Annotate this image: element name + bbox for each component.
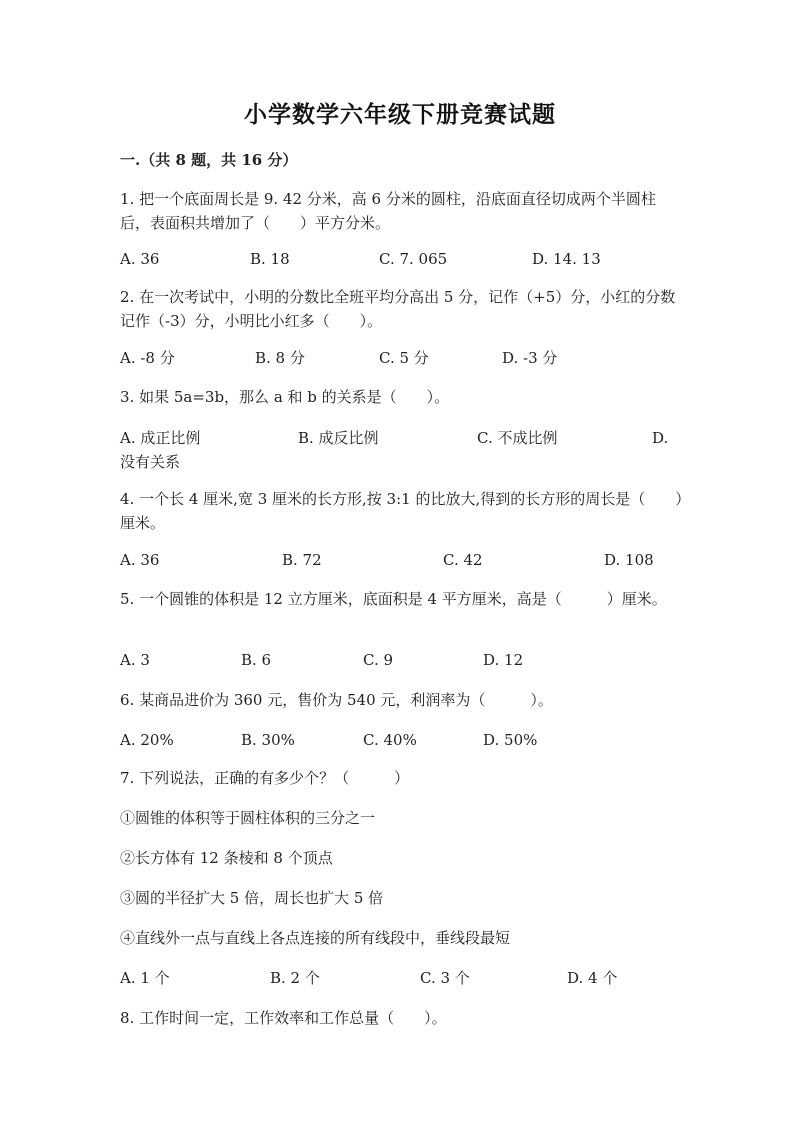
question-4-option-a[interactable]: A. 36 [120,551,160,569]
question-7-stem: 7. 下列说法，正确的有多少个？（ ） [120,769,410,787]
question-6-option-a[interactable]: A. 20% [120,731,174,749]
question-1-option-d[interactable]: D. 14. 13 [532,250,601,268]
question-5-stem: 5. 一个圆锥的体积是 12 立方厘米，底面积是 4 平方厘米，高是（ ）厘米。 [120,590,667,608]
question-1-option-b[interactable]: B. 18 [250,250,290,268]
question-7-option-a[interactable]: A. 1 个 [120,969,170,987]
question-8-stem: 8. 工作时间一定，工作效率和工作总量（ ）。 [120,1009,447,1027]
question-3-option-c[interactable]: C. 不成比例 [477,429,558,447]
question-4-stem: 4. 一个长 4 厘米,宽 3 厘米的长方形,按 3:1 的比放大,得到的长方形的周长是（ ）厘米。 [120,490,683,532]
question-3-option-a[interactable]: A. 成正比例 [120,429,201,447]
question-7-option-b[interactable]: B. 2 个 [270,969,320,987]
question-7-statement-4: ④直线外一点与直线上各点连接的所有线段中，垂线段最短 [120,929,511,947]
question-7-statement-2: ②长方体有 12 条棱和 8 个顶点 [120,849,333,867]
question-3-stem: 3. 如果 5a=3b，那么 a 和 b 的关系是（ ）。 [120,388,450,406]
question-1-option-c[interactable]: C. 7. 065 [379,250,448,268]
question-6-option-b[interactable]: B. 30% [241,731,295,749]
question-6-option-d[interactable]: D. 50% [483,731,538,749]
question-5-option-a[interactable]: A. 3 [120,651,150,669]
question-3-option-b[interactable]: B. 成反比例 [298,429,379,447]
question-2-option-a[interactable]: A. -8 分 [120,349,175,367]
page-title: 小学数学六年级下册竞赛试题 [244,101,556,128]
question-1-option-a[interactable]: A. 36 [120,250,160,268]
question-6-stem: 6. 某商品进价为 360 元，售价为 540 元，利润率为（ ）。 [120,691,553,709]
question-7-option-c[interactable]: C. 3 个 [420,969,470,987]
question-2-stem: 2. 在一次考试中，小明的分数比全班平均分高出 5 分，记作（+5）分，小红的分数记作（-3）分，小明比小红多（ ）。 [120,288,676,330]
question-3-option-d-text[interactable]: 没有关系 [120,453,181,471]
question-1-stem: 1. 把一个底面周长是 9. 42 分米，高 6 分米的圆柱，沿底面直径切成两个半圆柱后，表面积共增加了（ ）平方分米。 [120,190,656,232]
section-heading: 一.（共 8 题，共 16 分） [120,151,298,169]
question-5-option-c[interactable]: C. 9 [363,651,394,669]
question-2-option-b[interactable]: B. 8 分 [255,349,305,367]
question-2-option-c[interactable]: C. 5 分 [379,349,429,367]
question-4-option-b[interactable]: B. 72 [282,551,322,569]
question-4-option-d[interactable]: D. 108 [604,551,654,569]
question-5-option-d[interactable]: D. 12 [483,651,524,669]
question-3-option-d[interactable]: D. [652,429,669,447]
question-6-option-c[interactable]: C. 40% [363,731,417,749]
question-4-option-c[interactable]: C. 42 [443,551,483,569]
question-5-option-b[interactable]: B. 6 [241,651,272,669]
question-7-statement-1: ①圆锥的体积等于圆柱体积的三分之一 [120,809,376,827]
question-2-option-d[interactable]: D. -3 分 [502,349,558,367]
question-7-statement-3: ③圆的半径扩大 5 倍，周长也扩大 5 倍 [120,889,384,907]
question-7-option-d[interactable]: D. 4 个 [567,969,618,987]
